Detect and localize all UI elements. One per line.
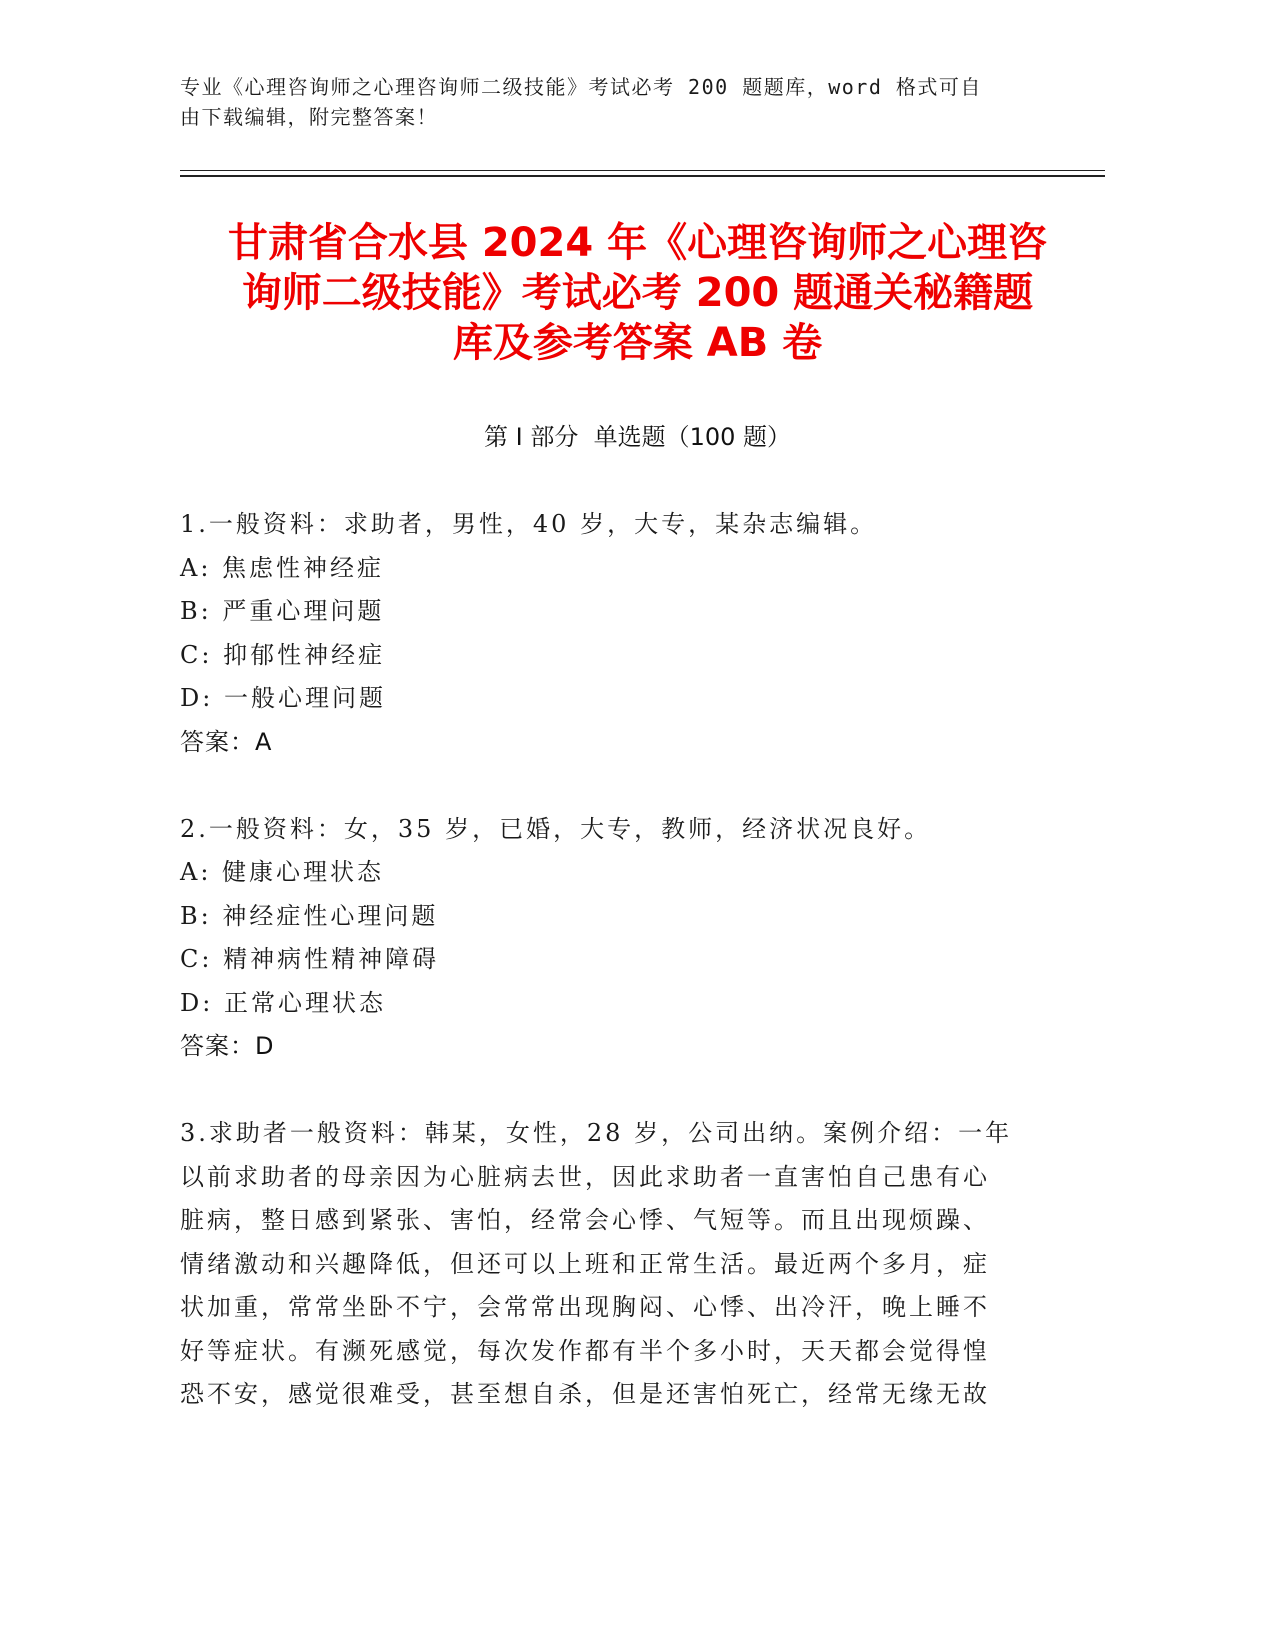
option-b: B: 神经症性心理问题: [180, 901, 439, 930]
section-heading: 第 I 部分 单选题（100 题）: [483, 423, 792, 451]
title-line: 询师二级技能》考试必考 200 题通关秘籍题: [241, 270, 1034, 316]
option-d: D: 正常心理状态: [180, 988, 386, 1017]
option-d: D: 一般心理问题: [180, 684, 386, 712]
answer-line: 答案：A: [180, 727, 273, 756]
question-stem: 1.一般资料：求助者，男性，40 岁，大专，某杂志编辑。: [180, 510, 878, 538]
title-line: 库及参考答案 AB 卷: [452, 320, 823, 366]
title-line: 甘肃省合水县 2024 年《心理咨询师之心理咨: [227, 220, 1048, 266]
answer-line: 答案：D: [180, 1032, 275, 1060]
header-divider: [180, 170, 1105, 177]
option-a: A: 健康心理状态: [180, 858, 385, 886]
option-b: B: 严重心理问题: [180, 597, 385, 625]
header-note-line: 由下载编辑，附完整答案！: [180, 105, 438, 129]
header-note: [180, 72, 1080, 132]
question-stem-line: 状加重，常常坐卧不宁，会常常出现胸闷、心悸、出冷汗，晚上睡不: [180, 1293, 990, 1321]
header-note-line: 专业《心理咨询师之心理咨询师二级技能》考试必考 200 题题库，word 格式可自: [180, 75, 982, 99]
question-stem-line: 脏病，整日感到紧张、害怕，经常会心悸、气短等。而且出现烦躁、: [180, 1206, 990, 1234]
question-1: [180, 503, 1080, 764]
question-stem-line: 3.求助者一般资料：韩某，女性，28 岁，公司出纳。案例介绍：一年: [180, 1119, 1013, 1147]
question-stem: 2.一般资料：女，35 岁，已婚，大专，教师，经济状况良好。: [180, 814, 932, 843]
question-list: [180, 503, 1080, 1460]
option-c: C: 抑郁性神经症: [180, 640, 386, 669]
question-stem-line: 以前求助者的母亲因为心脏病去世，因此求助者一直害怕自己患有心: [180, 1162, 990, 1191]
option-a: A: 焦虑性神经症: [180, 553, 385, 582]
question-2: [180, 808, 1080, 1069]
question-stem-line: 好等症状。有濒死感觉，每次发作都有半个多小时，天天都会觉得惶: [180, 1336, 990, 1365]
question-stem-line: 恐不安，感觉很难受，甚至想自杀，但是还害怕死亡，经常无缘无故: [180, 1380, 990, 1408]
question-stem-line: 情绪激动和兴趣降低，但还可以上班和正常生活。最近两个多月，症: [180, 1249, 990, 1278]
question-3: [180, 1112, 1080, 1417]
document-title: [0, 218, 1275, 368]
option-c: C: 精神病性精神障碍: [180, 945, 440, 973]
